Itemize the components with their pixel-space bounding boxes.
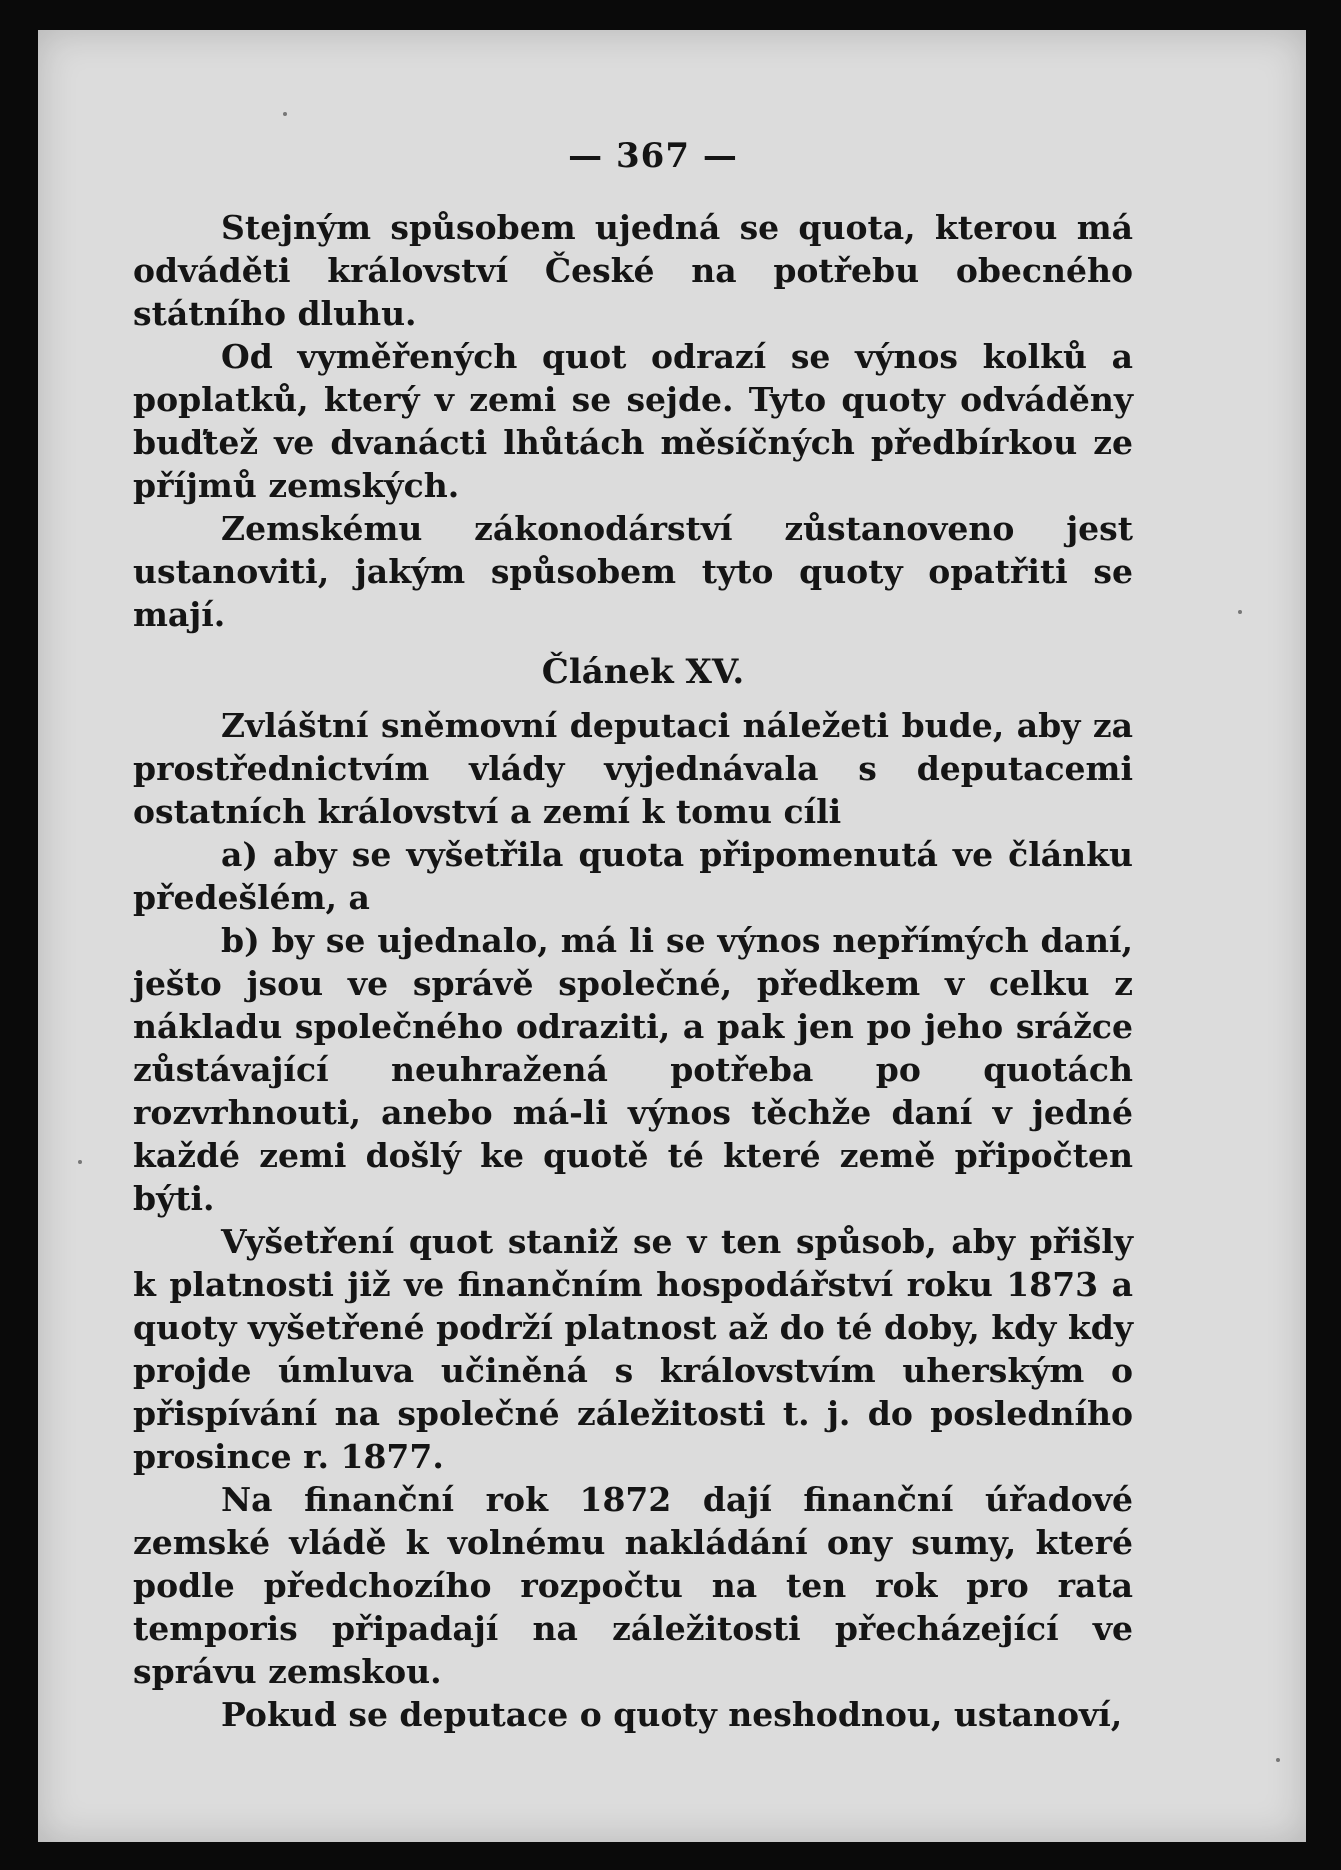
list-item-a: a) aby se vyšetřila quota připomenutá ve článku předešlém, a [133,835,1133,917]
paragraph: Zemskému zákonodárství zůstanoveno jest ustanoviti, jakým spůsobem tyto quoty opatřiti se mají. [133,509,1133,634]
paragraph: Vyšetření quot staniž se v ten spůsob, aby přišly k platnosti již ve finančním hospodářství roku 1873 a quoty vyšetřené podrží platnost až do té doby, kdy kdy projde úmluva učiněná s královstvím uherským o přispívání na společné záležitosti t. j. do posledního prosince r. 1877. [133,1222,1133,1476]
list-item-b: b) by se ujednalo, má li se výnos nepřímých daní, ješto jsou ve správě společné, předkem v celku z nákladu společného odraziti, a pak jen po jeho srážce zůstávající neuhražená potřeba po quotách rozvrhnouti, anebo má-li výnos těchže daní v jedné každé zemi došlý ke quotě té které země připočten býti. [133,921,1133,1218]
dust-speck [1276,1758,1280,1762]
document-page [38,30,1306,1842]
page-number: — 367 — [568,136,738,176]
paragraph: Na finanční rok 1872 dají finanční úřadové zemské vládě k volnému nakládání ony sumy, které podle předchozího rozpočtu na ten rok pro rata temporis připadají na záležitosti přecházející ve správu zemskou. [133,1480,1133,1691]
paragraph: Od vyměřených quot odrazí se výnos kolků a poplatků, který v zemi se sejde. Tyto quoty odváděny buďtež ve dvanácti lhůtách měsíčných předbírkou ze příjmů zemských. [133,337,1133,505]
paragraph: Pokud se deputace o quoty neshodnou, ustanoví, [221,1695,1123,1734]
text-body [133,110,1133,1736]
dust-speck [78,1160,82,1164]
paragraph: Zvláštní sněmovní deputaci náležeti bude, aby za prostřednictvím vlády vyjednávala s deputacemi ostatních království a zemí k tomu cíli [133,706,1133,831]
dust-speck [1238,610,1242,614]
article-heading: Článek XV. [541,652,745,692]
paragraph: Stejným spůsobem ujedná se quota, kterou má odváděti království České na potřebu obecného státního dluhu. [133,208,1133,333]
